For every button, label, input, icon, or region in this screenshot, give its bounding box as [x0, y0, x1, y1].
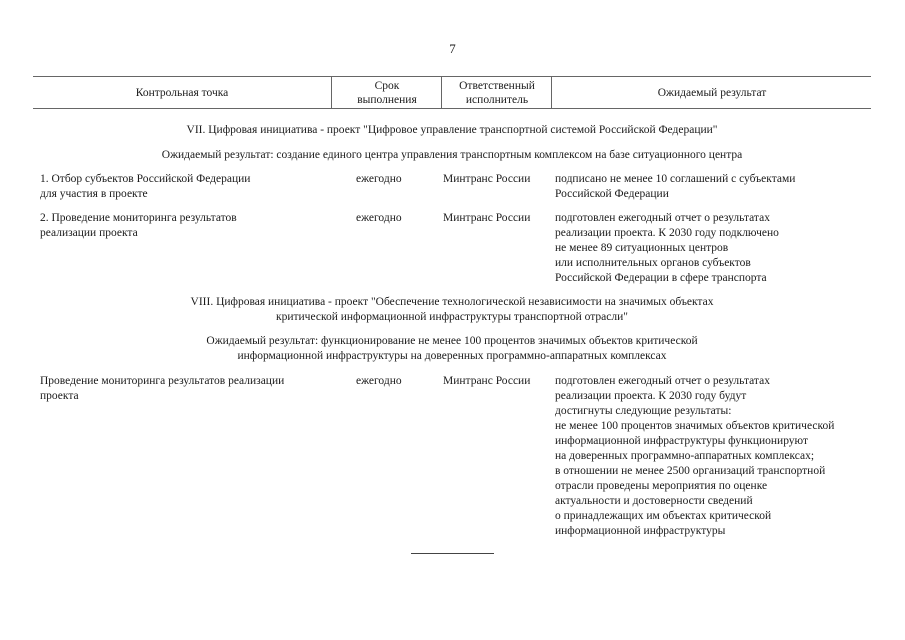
deadline-cell: ежегодно [356, 375, 402, 387]
section-expected-vii: Ожидаемый результат: создание единого центра управления транспортным комплексом на базе ситуационного центра [161, 149, 743, 161]
footer-divider [411, 553, 494, 554]
header-control-point: Контрольная точка [135, 86, 229, 99]
responsible-cell: Минтранс России [443, 173, 531, 185]
page-number: 7 [449, 41, 456, 56]
header-expected-result: Ожидаемый результат [551, 77, 872, 108]
table-header [33, 76, 871, 109]
section-expected-viii: Ожидаемый результат: функционирование не менее 100 процентов значимых объектов критической информационной инфраструктуры на доверенных программно-аппаратных комплексах [206, 335, 698, 362]
section-title-vii: VII. Цифровая инициатива - проект "Цифровое управление транспортной системой Российской Федерации" [186, 124, 718, 136]
result-cell: подготовлен ежегодный отчет о результатах реализации проекта. К 2030 году будут достигнуты следующие результаты: не менее 100 процентов значимых объектов критической информационной инфраструктуры функционируют на доверенных программно-аппаратных комплексах; в отношении не менее 2500 организаций транспортной отрасли проведены мероприятия по оценке актуальности и достоверности сведений о принадлежащих им объектах критической информационной инфраструктуры [555, 375, 835, 537]
section-title-viii: VIII. Цифровая инициатива - проект "Обеспечение технологической независимости на значимых объектах критической информационной инфраструктуры транспортной отрасли" [190, 296, 714, 323]
result-cell: подписано не менее 10 соглашений с субъектами Российской Федерации [555, 173, 796, 200]
header-deadline: Срок выполнения [331, 77, 442, 108]
deadline-cell: ежегодно [356, 173, 402, 185]
header-responsible: Ответственный исполнитель [441, 77, 552, 108]
control-point-cell: 1. Отбор субъектов Российской Федерации для участия в проекте [40, 173, 251, 200]
deadline-cell: ежегодно [356, 212, 402, 224]
control-point-cell: Проведение мониторинга результатов реализации проекта [40, 375, 285, 402]
responsible-cell: Минтранс России [443, 212, 531, 224]
result-cell: подготовлен ежегодный отчет о результатах реализации проекта. К 2030 году подключено не менее 89 ситуационных центров или исполнительных органов субъектов Российской Федерации в сфере транспорта [555, 212, 779, 284]
responsible-cell: Минтранс России [443, 375, 531, 387]
control-point-cell: 2. Проведение мониторинга результатов реализации проекта [40, 212, 237, 239]
